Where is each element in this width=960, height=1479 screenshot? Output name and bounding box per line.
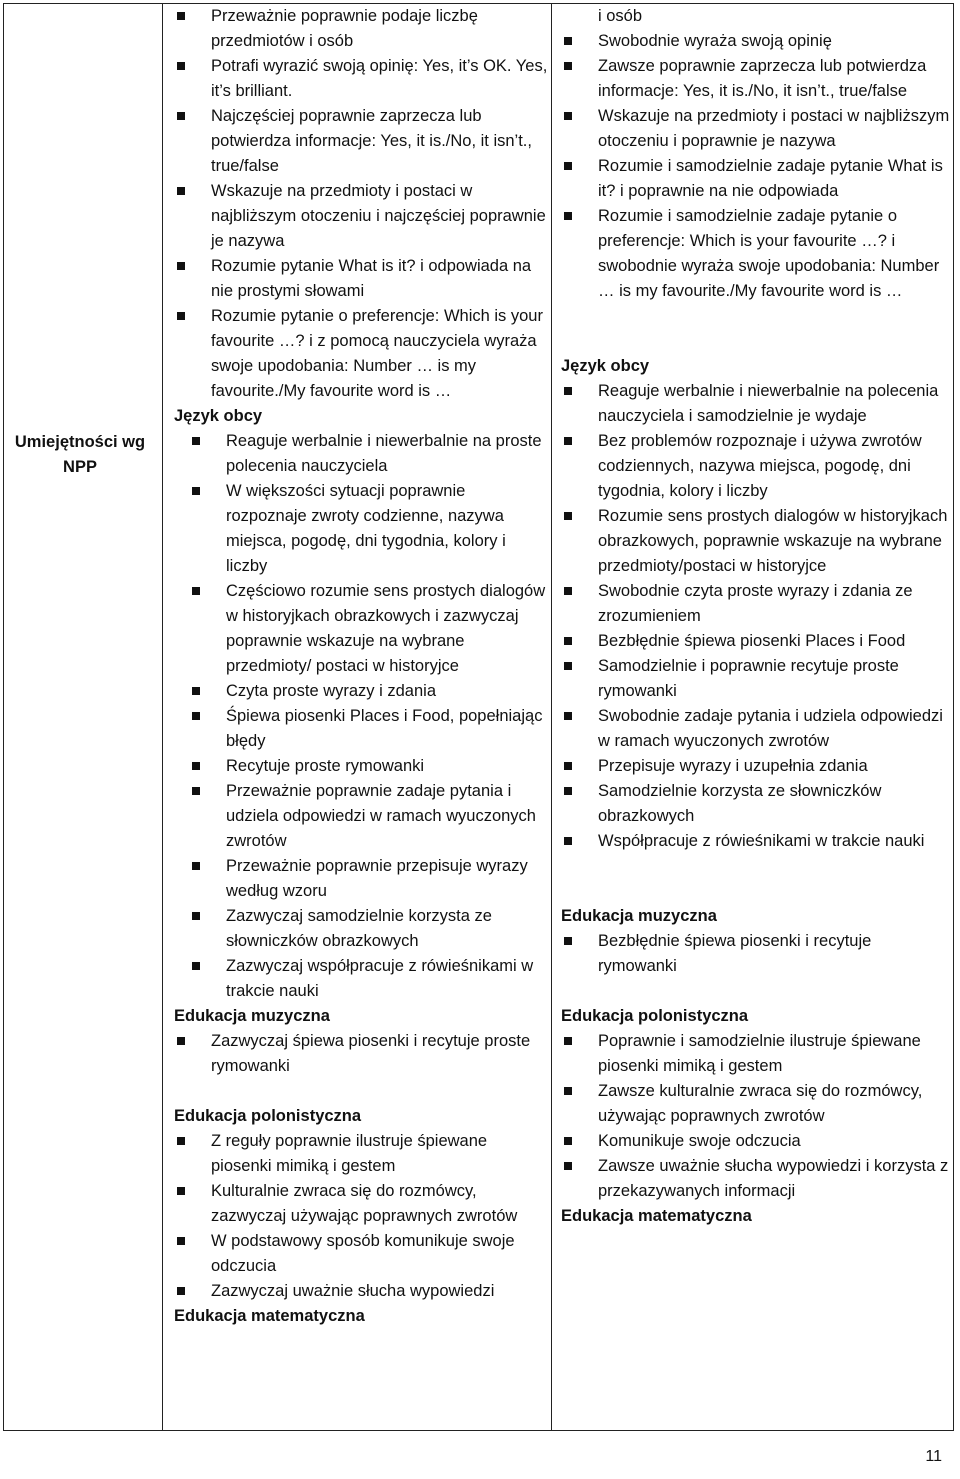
list-item: W podstawowy sposób komunikuje swoje odczucia — [174, 1229, 549, 1279]
list-item: Najczęściej poprawnie zaprzecza lub potwierdza informacje: Yes, it is./No, it isn’t., true/false — [174, 104, 549, 179]
section-heading-edukacja-muzyczna: Edukacja muzyczna — [174, 1007, 330, 1025]
list-item: Zazwyczaj współpracuje z rówieśnikami w trakcie nauki — [174, 954, 549, 1004]
list-item: Reaguje werbalnie i niewerbalnie na proste polecenia nauczyciela — [174, 429, 549, 479]
list-item: Przeważnie poprawnie przepisuje wyrazy według wzoru — [174, 854, 549, 904]
list-item: Czyta proste wyrazy i zdania — [174, 679, 549, 704]
list-item: Rozumie pytanie o preferencje: Which is your favourite …? i z pomocą nauczyciela wyraża swoje upodobania: Number … is my favourite./My favourite word is … — [174, 304, 549, 404]
list-item: Rozumie pytanie What is it? i odpowiada na nie prostymi słowami — [174, 254, 549, 304]
list-item: Bezbłędnie śpiewa piosenki Places i Food — [561, 629, 951, 654]
spacer — [561, 879, 951, 904]
column-divider — [162, 4, 163, 1430]
list-item: Swobodnie wyraża swoją opinię — [561, 29, 951, 54]
list-item: Częściowo rozumie sens prostych dialogów w historyjkach obrazkowych i zazwyczaj poprawnie wskazuje na wybrane przedmioty/ postaci w historyjce — [174, 579, 549, 679]
list-item: Z reguły poprawnie ilustruje śpiewane piosenki mimiką i gestem — [174, 1129, 549, 1179]
list-item: Wskazuje na przedmioty i postaci w najbliższym otoczeniu i poprawnie je nazywa — [561, 104, 951, 154]
spacer — [561, 304, 951, 329]
spacer — [174, 1079, 549, 1104]
section-heading-edukacja-polonistyczna: Edukacja polonistyczna — [561, 1007, 749, 1025]
list-item: W większości sytuacji poprawnie rozpoznaje zwroty codzienne, nazywa miejsca, pogodę, dni tygodnia, kolory i liczby — [174, 479, 549, 579]
list-item: Swobodnie czyta proste wyrazy i zdania ze zrozumieniem — [561, 579, 951, 629]
list-item: Kulturalnie zwraca się do rozmówcy, zazwyczaj używając poprawnych zwrotów — [174, 1179, 549, 1229]
spacer — [561, 854, 951, 879]
list-item: Swobodnie zadaje pytania i udziela odpowiedzi w ramach wyuczonych zwrotów — [561, 704, 951, 754]
section-heading-edukacja-muzyczna: Edukacja muzyczna — [561, 907, 717, 925]
list-item: Współpracuje z rówieśnikami w trakcie nauki — [561, 829, 951, 854]
list-item: Recytuje proste rymowanki — [174, 754, 549, 779]
row-label: Umiejętności wg NPP — [14, 433, 146, 476]
list-item: Samodzielnie korzysta ze słowniczków obrazkowych — [561, 779, 951, 829]
section-heading-edukacja-matematyczna: Edukacja matematyczna — [174, 1307, 365, 1325]
list-item: Poprawnie i samodzielnie ilustruje śpiewane piosenki mimiką i gestem — [561, 1029, 951, 1079]
list-item: Komunikuje swoje odczucia — [561, 1129, 951, 1154]
list-item: Przepisuje wyrazy i uzupełnia zdania — [561, 754, 951, 779]
column-divider — [551, 4, 552, 1430]
list-item: Śpiewa piosenki Places i Food, popełniając błędy — [174, 704, 549, 754]
spacer — [561, 979, 951, 1004]
list-item: Bez problemów rozpoznaje i używa zwrotów codziennych, nazywa miejsca, pogodę, dni tygodnia, kolory i liczby — [561, 429, 951, 504]
list-item: Zawsze uważnie słucha wypowiedzi i korzysta z przekazywanych informacji — [561, 1154, 951, 1204]
section-heading-edukacja-polonistyczna: Edukacja polonistyczna — [174, 1107, 362, 1125]
list-item: Przeważnie poprawnie podaje liczbę przedmiotów i osób — [174, 4, 549, 54]
list-item: Rozumie i samodzielnie zadaje pytanie What is it? i poprawnie na nie odpowiada — [561, 154, 951, 204]
section-heading-jezyk-obcy: Język obcy — [561, 357, 650, 375]
list-item: Wskazuje na przedmioty i postaci w najbliższym otoczeniu i najczęściej poprawnie je nazywa — [174, 179, 549, 254]
list-item: Reaguje werbalnie i niewerbalnie na polecenia nauczyciela i samodzielnie je wydaje — [561, 379, 951, 429]
list-item: Potrafi wyrazić swoją opinię: Yes, it’s OK. Yes, it’s brilliant. — [174, 54, 549, 104]
list-item: Zazwyczaj śpiewa piosenki i recytuje proste rymowanki — [174, 1029, 549, 1079]
spacer — [561, 329, 951, 354]
list-item: Zawsze kulturalnie zwraca się do rozmówcy, używając poprawnych zwrotów — [561, 1079, 951, 1129]
list-item: Rozumie i samodzielnie zadaje pytanie o preferencje: Which is your favourite …? i swobodnie wyraża swoje upodobania: Number … is my favourite./My favourite word is … — [561, 204, 951, 304]
right-column — [561, 4, 951, 1229]
section-heading-jezyk-obcy: Język obcy — [174, 407, 263, 425]
left-column — [174, 4, 549, 1329]
list-item: Zazwyczaj samodzielnie korzysta ze słowniczków obrazkowych — [174, 904, 549, 954]
list-item: Zazwyczaj uważnie słucha wypowiedzi — [174, 1279, 549, 1304]
page-number: 11 — [925, 1448, 942, 1465]
list-item: Zawsze poprawnie zaprzecza lub potwierdza informacje: Yes, it is./No, it isn’t., true/false — [561, 54, 951, 104]
list-item: Samodzielnie i poprawnie recytuje proste rymowanki — [561, 654, 951, 704]
continuation-text: i osób — [598, 7, 643, 25]
list-item: Rozumie sens prostych dialogów w historyjkach obrazkowych, poprawnie wskazuje na wybrane przedmioty/postaci w historyjce — [561, 504, 951, 579]
section-heading-edukacja-matematyczna: Edukacja matematyczna — [561, 1207, 752, 1225]
list-item: Przeważnie poprawnie zadaje pytania i udziela odpowiedzi w ramach wyuczonych zwrotów — [174, 779, 549, 854]
list-item: Bezbłędnie śpiewa piosenki i recytuje rymowanki — [561, 929, 951, 979]
